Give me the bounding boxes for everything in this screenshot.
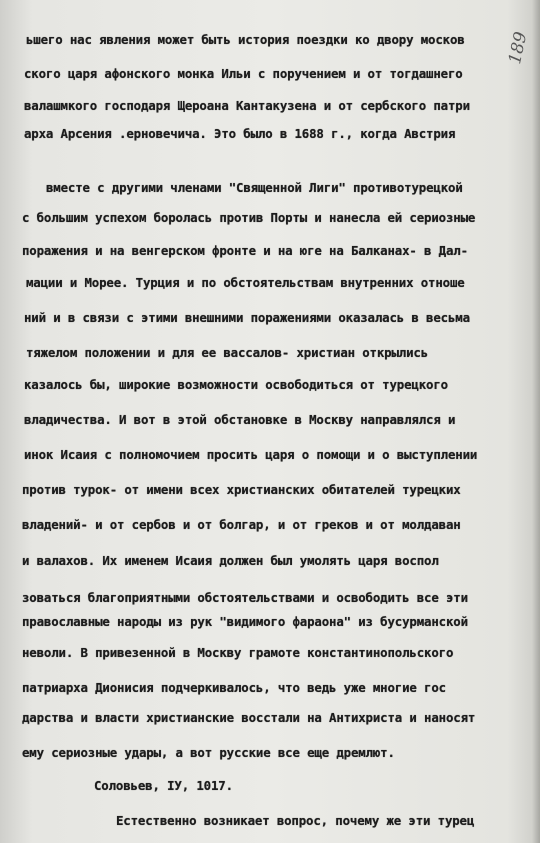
text-line: владичества. И вот в этой обстановке в Москву направлялся и	[24, 412, 456, 427]
text-line: вместе с другими членами "Священной Лиги" противотурецкой	[46, 180, 463, 195]
text-line: казалось бы, широкие возможности освободиться от турецкого	[24, 377, 448, 392]
source-citation: Соловьев, IУ, 1017.	[94, 778, 233, 793]
text-line: владений- и от сербов и от болгар, и от греков и от молдаван	[22, 517, 461, 532]
text-line: неволи. В привезенной в Москву грамоте константинопольского	[22, 645, 454, 660]
text-line: зоваться благоприятными обстоятельствами и освободить все эти	[22, 590, 468, 605]
text-line: Естественно возникает вопрос, почему же эти турец	[116, 813, 475, 828]
text-line: ского царя афонского монка Ильи с поручением и от тогдашнего	[24, 66, 463, 81]
text-line: ему сериозные удары, а вот русские все еще дремлют.	[22, 745, 395, 760]
text-line: дарства и власти христианские восстали на Антихриста и наносят	[22, 710, 476, 725]
text-line: ний и в связи с этими внешними поражениями оказалась в весьма	[24, 310, 470, 325]
text-line: православные народы из рук "видимого фараона" из бусурманской	[22, 614, 468, 629]
text-line: валашмкого господаря Щерoана Кантакузена и от сербского патри	[24, 98, 470, 113]
text-line: ьшего нас явления может быть история поездки ко двору москов	[26, 32, 465, 47]
page-edge-shadow	[532, 0, 540, 843]
text-line: против турок- от имени всех христианских обитателей турецких	[22, 482, 461, 497]
text-line: тяжелом положении и для ее вассалов- христиан открылись	[26, 345, 429, 360]
text-line: инок Исаия с полномочием просить царя о помощи и о выступлении	[24, 447, 478, 462]
text-line: патриарха Дионисия подчеркивалось, что ведь уже многие гос	[22, 680, 446, 695]
text-line: арха Арсения .ерновечича. Это было в 1688 г., когда Австрия	[24, 126, 456, 141]
page-number: 189	[504, 30, 531, 66]
text-line: и валахов. Их именем Исаия должен был умолять царя воспол	[22, 553, 439, 568]
text-line: поражения и на венгерском фронте и на юге на Балканах- в Дал-	[22, 243, 468, 258]
text-line: с большим успехом боролась против Порты и нанесла ей сериозные	[22, 210, 476, 225]
text-line: мации и Морее. Турция и по обстоятельствам внутренних отноше	[26, 275, 465, 290]
